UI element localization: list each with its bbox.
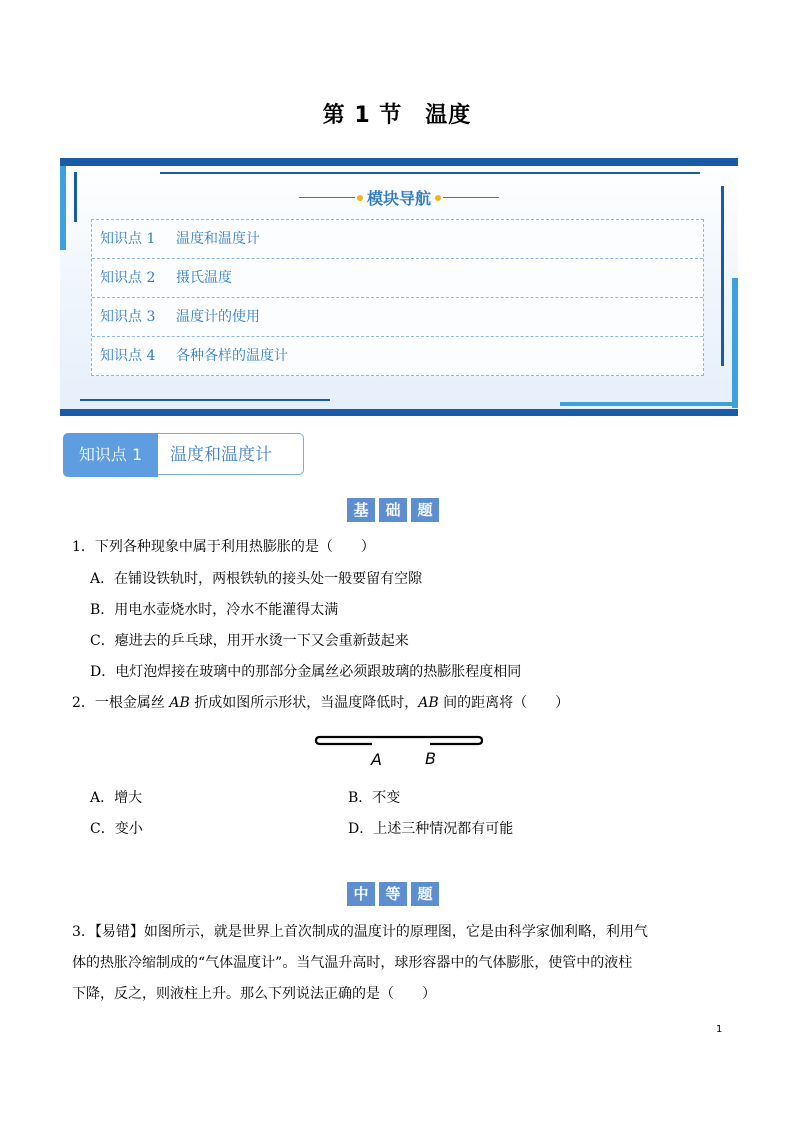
question-2-option-b: B．不变 xyxy=(348,790,401,806)
question-1-option-c: C．瘪进去的乒乓球，用开水烫一下又会重新鼓起来 xyxy=(90,633,409,649)
badge-char: 题 xyxy=(411,882,439,906)
nav-item-number: 知识点 3 xyxy=(100,309,156,325)
question-1-option-d: D．电灯泡焊接在玻璃中的那部分金属丝必须跟玻璃的热膨胀程度相同 xyxy=(90,664,522,680)
nav-item-1[interactable] xyxy=(92,220,703,259)
question-3-line-1: 3．【易错】如图所示，就是世界上首次制成的温度计的原理图，它是由科学家伽利略，利用气 xyxy=(72,924,648,940)
nav-item-4[interactable] xyxy=(92,337,703,375)
nav-item-label: 各种各样的温度计 xyxy=(176,348,288,364)
right-inner-accent xyxy=(721,186,724,366)
module-nav-title: 模块导航 xyxy=(366,189,431,208)
nav-item-number: 知识点 2 xyxy=(100,270,156,286)
label-a: A xyxy=(371,750,382,769)
wire-figure xyxy=(314,734,484,774)
module-navigation-panel xyxy=(60,158,738,416)
heading-dot-left xyxy=(357,195,363,201)
level-badge-medium xyxy=(347,882,443,906)
question-2-option-a: A．增大 xyxy=(90,790,143,806)
heading-line-right xyxy=(443,197,499,198)
heading-line-left xyxy=(299,197,355,198)
nav-item-label: 温度计的使用 xyxy=(176,309,260,325)
level-badge-basic xyxy=(347,498,443,522)
top-border-bar xyxy=(60,158,738,166)
question-1-option-a: A．在铺设铁轨时，两根铁轨的接头处一般要留有空隙 xyxy=(90,571,423,587)
right-accent-bar xyxy=(732,278,738,408)
nav-item-3[interactable] xyxy=(92,298,703,337)
top-inner-accent xyxy=(160,172,700,174)
stem-part: 间的距离将（ ） xyxy=(438,695,570,711)
module-nav-heading xyxy=(60,186,738,209)
module-nav-list xyxy=(91,219,704,376)
bottom-inner-accent xyxy=(80,399,330,401)
bottom-right-accent xyxy=(560,402,738,406)
page-title: 第 1 节 温度 xyxy=(322,103,472,128)
stem-variable: AB xyxy=(169,695,190,711)
section-name: 温度和温度计 xyxy=(158,433,304,475)
badge-char: 题 xyxy=(411,498,439,522)
question-1-option-b: B．用电水壶烧水时，冷水不能灌得太满 xyxy=(90,602,339,618)
nav-item-label: 温度和温度计 xyxy=(176,231,260,247)
stem-part: 折成如图所示形状，当温度降低时， xyxy=(189,695,419,711)
wire-diagram xyxy=(314,734,484,774)
heading-dot-right xyxy=(435,195,441,201)
question-1-stem: 1．下列各种现象中属于利用热膨胀的是（ ） xyxy=(72,539,375,555)
nav-item-2[interactable] xyxy=(92,259,703,298)
badge-char: 础 xyxy=(379,498,407,522)
label-b: B xyxy=(425,749,436,768)
nav-item-number: 知识点 4 xyxy=(100,348,156,364)
question-2-option-c: C．变小 xyxy=(90,821,143,837)
badge-char: 中 xyxy=(347,882,375,906)
question-3-line-2: 体的热胀冷缩制成的“气体温度计”。当气温升高时，球形容器中的气体膨胀，使管中的液柱 xyxy=(72,955,633,971)
section-heading xyxy=(63,433,304,477)
bent-wire xyxy=(316,737,482,744)
nav-item-label: 摄氏温度 xyxy=(176,270,232,286)
question-3-line-3: 下降，反之，则液柱上升。那么下列说法正确的是（ ） xyxy=(72,986,436,1002)
stem-variable: AB xyxy=(418,695,439,711)
section-tag: 知识点 1 xyxy=(63,433,158,477)
stem-part: 2．一根金属丝 xyxy=(72,695,170,711)
question-2-stem xyxy=(72,693,569,713)
question-2-option-d: D．上述三种情况都有可能 xyxy=(348,821,514,837)
nav-item-number: 知识点 1 xyxy=(100,231,156,247)
badge-char: 基 xyxy=(347,498,375,522)
page-number: 1 xyxy=(716,1024,723,1035)
bottom-border-bar xyxy=(60,409,738,416)
badge-char: 等 xyxy=(379,882,407,906)
